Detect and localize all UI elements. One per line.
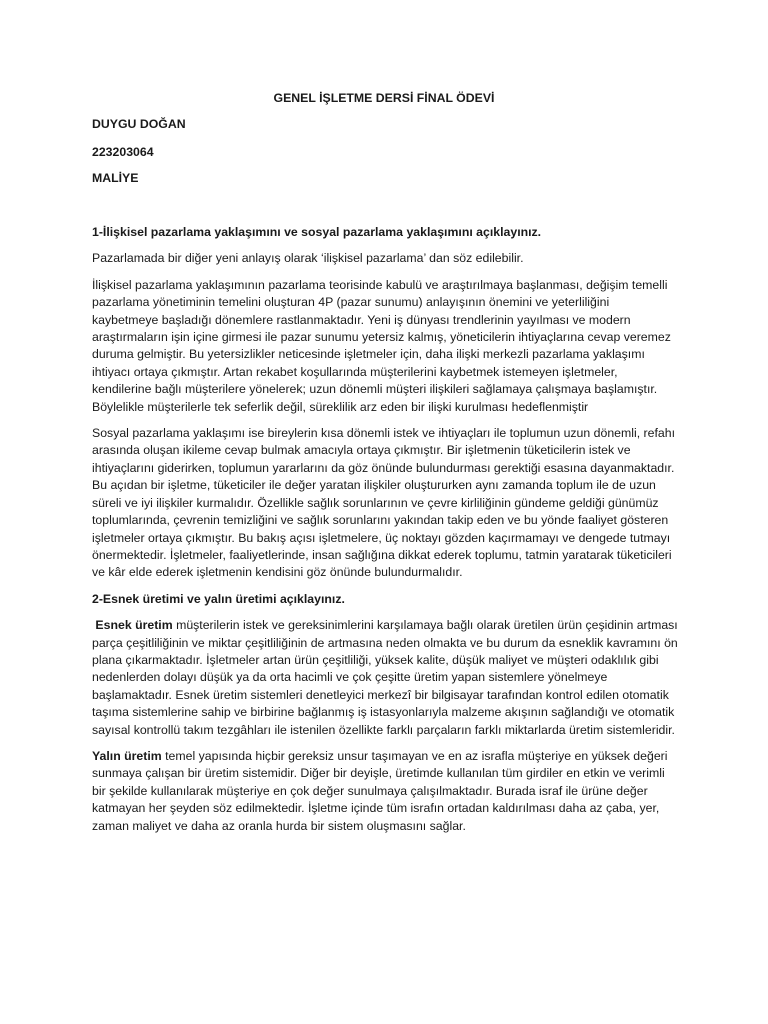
paragraph: Pazarlamada bir diğer yeni anlayış olarak ‘ilişkisel pazarlama’ dan söz edilebilir. — [92, 251, 524, 266]
student-name: DUYGU DOĞAN — [92, 117, 186, 131]
question-2-heading: 2-Esnek üretimi ve yalın üretimi açıklayınız. — [92, 591, 345, 606]
question-1-heading: 1-İlişkisel pazarlama yaklaşımını ve sosyal pazarlama yaklaşımını açıklayınız. — [92, 225, 542, 239]
paragraph — [92, 617, 678, 739]
student-id: 223203064 — [92, 145, 154, 159]
term-esnek-uretim: Esnek üretim — [95, 618, 173, 633]
paragraph: İlişkisel pazarlama yaklaşımının pazarlama teorisinde kabulü ve araştırılmaya başlanması, değişim temelli pazarlama yönetiminin temelini oluşturan 4P (pazar sunumu) anlayışının önemini ve yeterliliğini kaybetmeye başladığı dönemlere rastlanmaktadır. Yeni iş dünyası trendlerinin yayılması ve modern araştırmaların işin içine girmesi ile pazar sunumu yetersiz kalmış, yöneticilerin ihtiyaçlarına cevap veremez duruma gelmiştir. Bu yetersizlikler neticesinde işletmeler için, daha ilişki merkezli pazarlama yaklaşımı ihtiyacı ortaya çıkmıştır. Artan rekabet koşullarında müşterilerini kaybetmek istemeyen işletmeler, kendilerine bağlı müşterilere yönelerek; uzun dönemli müşteri ilişkileri sağlamaya çalışmaya başlamıştır. Böylelikle müşterilerle tek seferlik değil, süreklilik arz eden bir ilişki kurulması hedeflenmiştir — [92, 277, 671, 414]
paragraph-text: müşterilerin istek ve gereksinimlerini karşılamaya bağlı olarak üretilen ürün çeşidinin artması parça çeşitliliğinin ve miktar çeşitliliğinin de artmasına neden olmakta ve bu durum da esneklik kavramını ön plana çıkarmaktadır. İşletmeler artan ürün çeşitliliği, yüksek kalite, düşük maliyet ve müşteri odaklılık gibi nedenlerden dolayı düşük ya da orta hacimli ve çok çeşitte üretim yapan sistemlere yönelmeye başlamaktadır. Esnek üretim sistemleri denetleyici merkezî bir bilgisayar tarafından kontrol edilen otomatik taşıma sistemlerine sahip ve birbirine bağlanmış iş istasyonlarıyla malzeme akışının sağlandığı ve otomatik sayısal kontrollü takım tezgâhları ile istenilen özellikte farklı parçaların farklı miktarlarda üretim sistemleridir. — [92, 618, 678, 737]
document-title: GENEL İŞLETME DERSİ FİNAL ÖDEVİ — [273, 91, 495, 105]
document-body — [92, 224, 678, 844]
paragraph-text: temel yapısında hiçbir gereksiz unsur taşımayan ve en az israfla müşteriye en yüksek değeri sunmaya çalışan bir üretim sistemidir. Diğer bir deyişle, üretimde kullanılan tüm girdiler en etkin ve verimli bir şekilde kullanılarak müşteriye en çok değer sunulmaya çalışılmaktadır. Burada israf ile ürüne değer katmayan her şeyden söz edilmektedir. İşletme içinde tüm israfın ortadan kaldırılması daha az çaba, yer, zaman maliyet ve daha az oranla hurda bir sistem oluşmasını sağlar. — [92, 748, 668, 833]
department: MALİYE — [92, 171, 139, 185]
paragraph: Sosyal pazarlama yaklaşımı ise bireylerin kısa dönemli istek ve ihtiyaçları ile toplumun uzun dönemli, refahı arasında oluşan ikileme cevap bulmak amacıyla ortaya çıkmıştır. Bir işletmenin tüketicilerin istek ve ihtiyaçlarını giderirken, toplumun yararlarını da göz önünde bulundurması gerektiği esasına dayanmaktadır. Bu açıdan bir işletme, tüketiciler ile değer yaratan ilişkiler oluştururken aynı zamanda toplum ile de uzun süreli ve iyi ilişkiler kurmalıdır. Özellikle sağlık sorunlarının ve çevre kirliliğinin gündeme geldiği günümüz toplumlarında, çevrenin temizliğini ve sağlık sorunlarını yakından takip eden ve bu yönde faaliyet gösteren işletmeler ortaya çıkmıştır. Bu bakış açısı işletmelere, üç noktayı gözden kaçırmamayı ve dengede tutmayı önermektedir. İşletmeler, faaliyetlerinde, insan sağlığına dikkat ederek toplumu, tatmin yaratarak tüketicileri ve kâr elde ederek işletmenin kendisini göz önünde bulundurmalıdır. — [92, 426, 675, 580]
term-yalin-uretim: Yalın üretim — [92, 748, 162, 763]
paragraph — [92, 748, 678, 835]
